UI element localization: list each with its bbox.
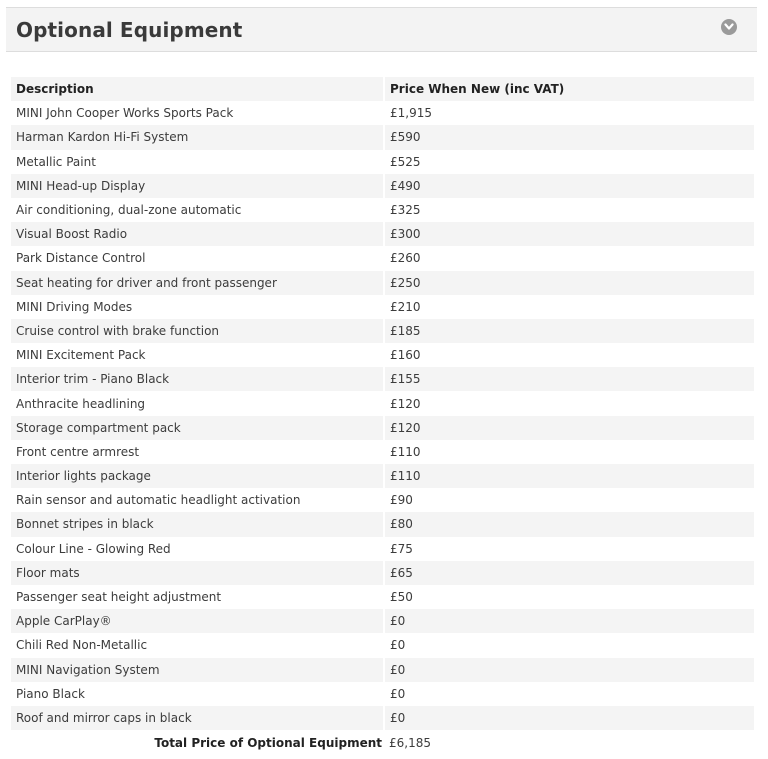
- table-header-row: [11, 77, 754, 101]
- table-row: [11, 271, 754, 295]
- table-row: [11, 198, 754, 222]
- total-value: £6,185: [389, 736, 431, 750]
- table-row: [11, 488, 754, 512]
- equipment-description: Metallic Paint: [11, 150, 383, 174]
- table-row: [11, 585, 754, 609]
- table-row: [11, 658, 754, 682]
- equipment-price: £65: [383, 561, 754, 585]
- table-row: [11, 319, 754, 343]
- table-row: [11, 464, 754, 488]
- equipment-price: £75: [383, 537, 754, 561]
- table-row: [11, 440, 754, 464]
- equipment-description: MINI Excitement Pack: [11, 343, 383, 367]
- equipment-description: Chili Red Non-Metallic: [11, 633, 383, 657]
- equipment-description: Apple CarPlay®: [11, 609, 383, 633]
- equipment-price: £120: [383, 416, 754, 440]
- equipment-price: £300: [383, 222, 754, 246]
- equipment-description: MINI Navigation System: [11, 658, 383, 682]
- equipment-price: £525: [383, 150, 754, 174]
- equipment-description: MINI Head-up Display: [11, 174, 383, 198]
- equipment-price: £0: [383, 706, 754, 730]
- equipment-description: Rain sensor and automatic headlight activation: [11, 488, 383, 512]
- equipment-price: £155: [383, 367, 754, 391]
- total-label: Total Price of Optional Equipment: [154, 736, 382, 750]
- table-row: [11, 222, 754, 246]
- table-row: [11, 512, 754, 536]
- equipment-description: Seat heating for driver and front passenger: [11, 271, 383, 295]
- equipment-price: £80: [383, 512, 754, 536]
- equipment-price: £160: [383, 343, 754, 367]
- table-row: [11, 174, 754, 198]
- equipment-description: Cruise control with brake function: [11, 319, 383, 343]
- equipment-description: Air conditioning, dual-zone automatic: [11, 198, 383, 222]
- equipment-description: Visual Boost Radio: [11, 222, 383, 246]
- total-row: [11, 732, 754, 754]
- equipment-description: Harman Kardon Hi-Fi System: [11, 125, 383, 149]
- equipment-price: £0: [383, 609, 754, 633]
- equipment-price: £590: [383, 125, 754, 149]
- equipment-price: £120: [383, 391, 754, 415]
- section-title: Optional Equipment: [16, 18, 243, 42]
- equipment-price: £1,915: [383, 101, 754, 125]
- table-row: [11, 367, 754, 391]
- table-row: [11, 537, 754, 561]
- equipment-price: £90: [383, 488, 754, 512]
- table-row: [11, 391, 754, 415]
- table-row: [11, 416, 754, 440]
- equipment-description: MINI John Cooper Works Sports Pack: [11, 101, 383, 125]
- table-row: [11, 101, 754, 125]
- equipment-price: £250: [383, 271, 754, 295]
- equipment-description: Anthracite headlining: [11, 391, 383, 415]
- equipment-price: £185: [383, 319, 754, 343]
- table-row: [11, 246, 754, 270]
- table-row: [11, 343, 754, 367]
- equipment-price: £210: [383, 295, 754, 319]
- table-row: [11, 609, 754, 633]
- equipment-price: £0: [383, 682, 754, 706]
- column-header-description: Description: [11, 77, 383, 101]
- equipment-price: £110: [383, 440, 754, 464]
- equipment-price: £0: [383, 658, 754, 682]
- optional-equipment-table: [11, 77, 754, 730]
- equipment-description: Bonnet stripes in black: [11, 512, 383, 536]
- table-row: [11, 633, 754, 657]
- equipment-description: Passenger seat height adjustment: [11, 585, 383, 609]
- equipment-description: Interior trim - Piano Black: [11, 367, 383, 391]
- equipment-description: Floor mats: [11, 561, 383, 585]
- equipment-price: £50: [383, 585, 754, 609]
- column-header-price: Price When New (inc VAT): [383, 77, 754, 101]
- table-row: [11, 150, 754, 174]
- table-row: [11, 682, 754, 706]
- table-row: [11, 295, 754, 319]
- equipment-description: MINI Driving Modes: [11, 295, 383, 319]
- equipment-description: Storage compartment pack: [11, 416, 383, 440]
- equipment-price: £490: [383, 174, 754, 198]
- equipment-description: Park Distance Control: [11, 246, 383, 270]
- equipment-description: Roof and mirror caps in black: [11, 706, 383, 730]
- equipment-description: Colour Line - Glowing Red: [11, 537, 383, 561]
- equipment-description: Interior lights package: [11, 464, 383, 488]
- chevron-down-icon: [724, 23, 734, 31]
- table-row: [11, 561, 754, 585]
- table-row: [11, 706, 754, 730]
- section-header[interactable]: [6, 7, 757, 52]
- table-row: [11, 125, 754, 149]
- equipment-price: £0: [383, 633, 754, 657]
- collapse-toggle-button[interactable]: [721, 19, 737, 35]
- equipment-price: £325: [383, 198, 754, 222]
- equipment-description: Piano Black: [11, 682, 383, 706]
- equipment-price: £110: [383, 464, 754, 488]
- equipment-description: Front centre armrest: [11, 440, 383, 464]
- equipment-price: £260: [383, 246, 754, 270]
